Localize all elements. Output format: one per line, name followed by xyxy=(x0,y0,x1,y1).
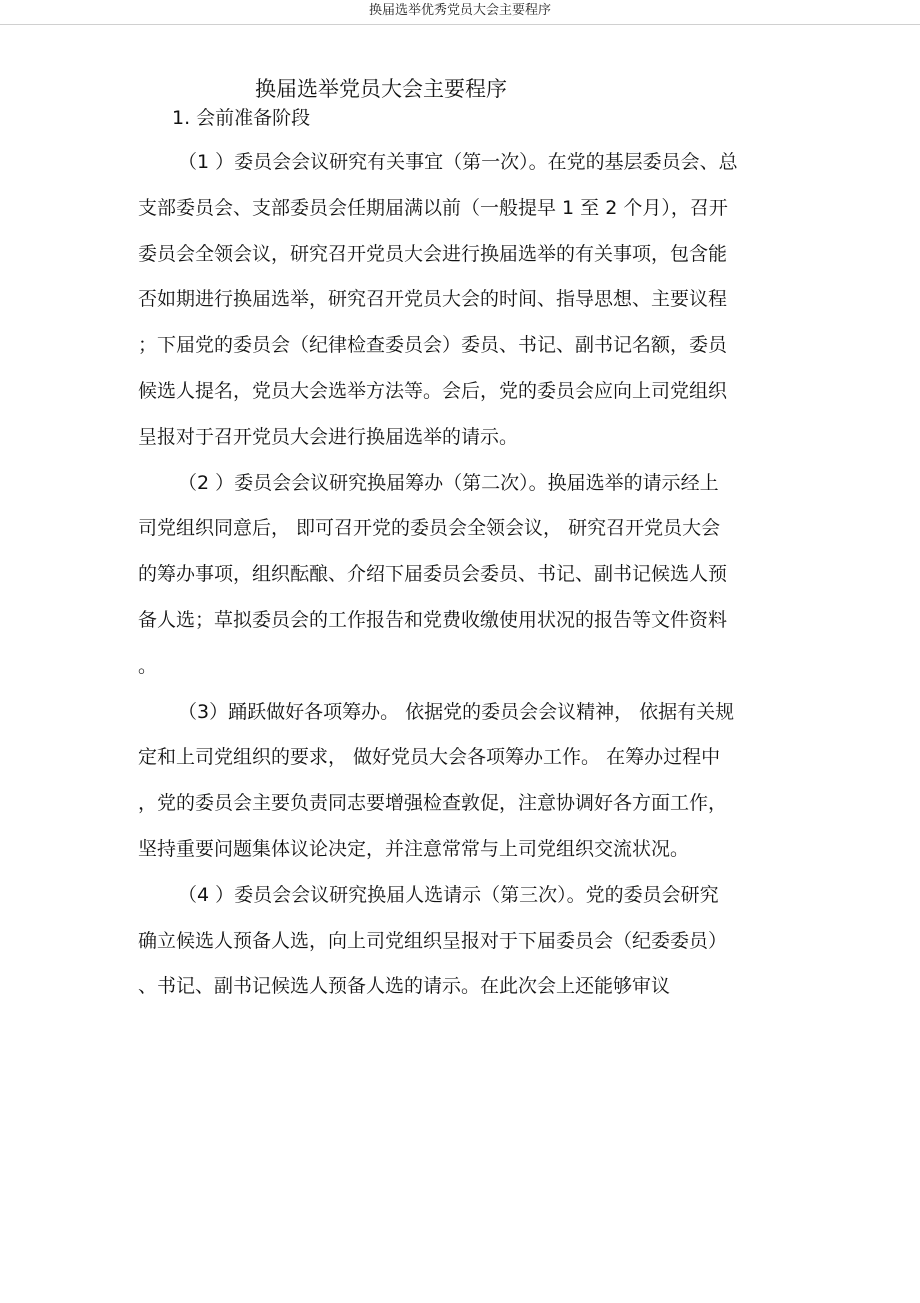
paragraph-line: 委员会全领会议，研究召开党员大会进行换届选举的有关事项，包含能 xyxy=(138,242,728,265)
paragraph-4 xyxy=(138,873,778,1010)
section-heading: 1. 会前准备阶段 xyxy=(172,107,311,129)
document-title: 换届选举党员大会主要程序 xyxy=(255,77,507,101)
running-header: 换届选举优秀党员大会主要程序 xyxy=(368,3,551,18)
header-rule xyxy=(0,24,920,25)
paragraph-line: 。 xyxy=(138,654,158,677)
paragraph-line: 候选人提名，党员大会选举方法等。会后，党的委员会应向上司党组织 xyxy=(138,379,728,402)
paragraph-line: 定和上司党组织的要求， 做好党员大会各项筹办工作。 在筹办过程中 xyxy=(138,746,721,769)
paragraph-line: 司党组织同意后， 即可召开党的委员会全领会议， 研究召开党员大会 xyxy=(138,517,721,540)
paragraph-3 xyxy=(138,690,778,873)
paragraph-line: （2 ）委员会会议研究换届筹办（第二次）。换届选举的请示经上 xyxy=(178,471,719,494)
paragraph-line: 支部委员会、支部委员会任期届满以前（一般提早 1 至 2 个月），召开 xyxy=(138,196,728,219)
body-text xyxy=(138,140,778,1010)
paragraph-line: ；下届党的委员会（纪律检查委员会）委员、书记、副书记名额，委员 xyxy=(138,334,728,357)
paragraph-line: 坚持重要问题集体议论决定，并注意常常与上司党组织交流状况。 xyxy=(138,837,690,860)
paragraph-line: 呈报对于召开党员大会进行换届选举的请示。 xyxy=(138,425,519,448)
paragraph-line: 否如期进行换届选举，研究召开党员大会的时间、指导思想、主要议程 xyxy=(138,288,728,311)
paragraph-line: 备人选；草拟委员会的工作报告和党费收缴使用状况的报告等文件资料 xyxy=(138,608,728,631)
paragraph-line: 、书记、副书记候选人预备人选的请示。在此次会上还能够审议 xyxy=(138,975,671,998)
paragraph-line: （1 ）委员会会议研究有关事宜（第一次）。在党的基层委员会、总 xyxy=(178,151,738,173)
paragraph-line: 确立候选人预备人选，向上司党组织呈报对于下届委员会（纪委委员） xyxy=(138,929,728,952)
paragraph-2 xyxy=(138,461,778,690)
paragraph-line: （3）踊跃做好各项筹办。 依据党的委员会会议精神， 依据有关规 xyxy=(178,700,735,723)
paragraph-line: ，党的委员会主要负责同志要增强检查敦促，注意协调好各方面工作， xyxy=(138,792,728,815)
paragraph-1 xyxy=(138,140,778,461)
paragraph-line: 的筹办事项，组织酝酿、介绍下届委员会委员、书记、副书记候选人预 xyxy=(138,563,728,586)
paragraph-line: （4 ）委员会会议研究换届人选请示（第三次）。党的委员会研究 xyxy=(178,883,719,906)
